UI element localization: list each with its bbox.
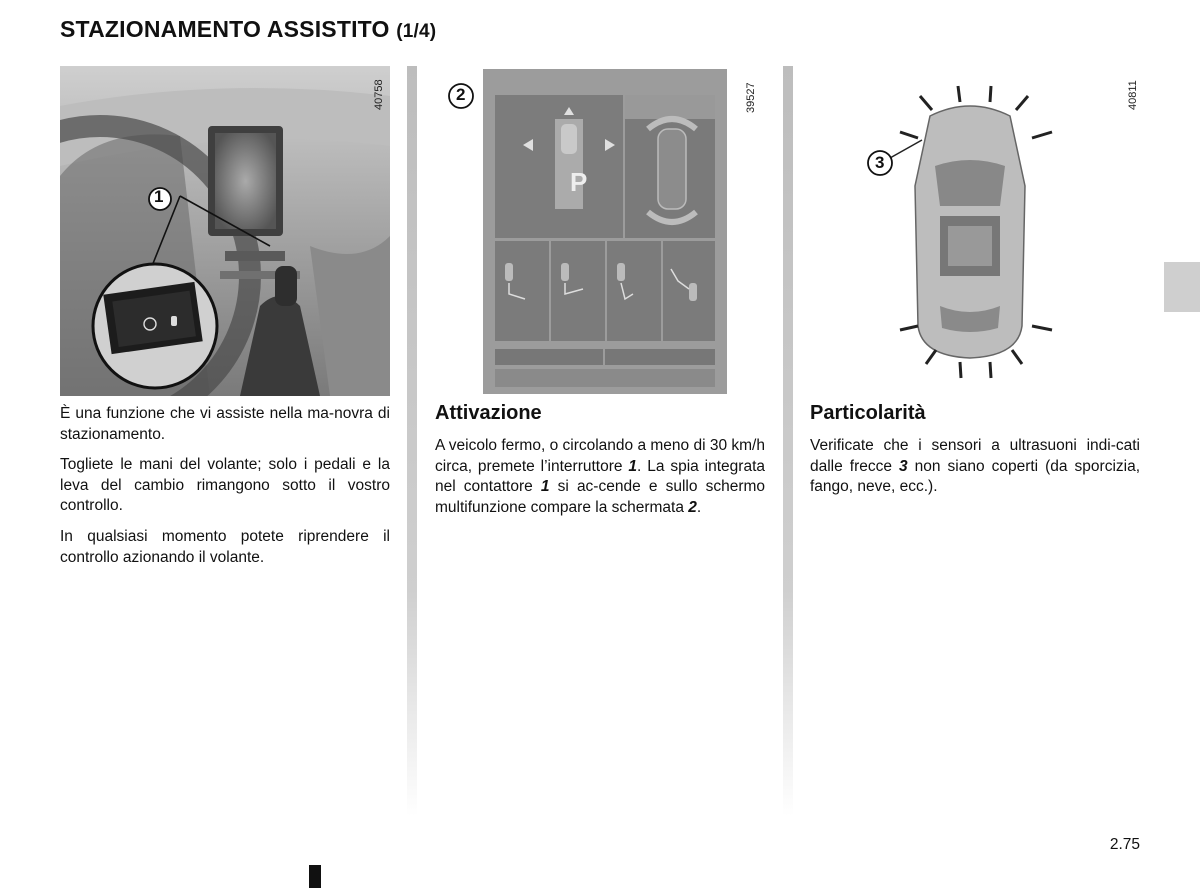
col2-ref-1: 1 <box>628 457 638 475</box>
screen-illustration <box>483 69 727 394</box>
column-divider-2 <box>783 66 793 816</box>
title-subtitle: (1/4) <box>396 21 437 42</box>
dashboard-illustration <box>60 66 390 396</box>
col3-text-a: Verificate che i sensori a ultrasuoni indi-cati dalle frecce <box>810 437 1140 475</box>
col2-paragraph <box>435 436 765 518</box>
section-heading-attivazione: Attivazione <box>435 402 542 424</box>
section-heading-particolarita: Particolarità <box>810 402 926 424</box>
col2-ref-2: 1 <box>540 478 550 495</box>
callout-3-label: 3 <box>875 153 885 172</box>
col2-text-a: A veicolo fermo, o circolando a meno di 30 km/h circa, premete l’interruttore <box>435 437 765 475</box>
figure-1-code: 40758 <box>373 79 385 110</box>
col1-paragraph-3: In qualsiasi momento potete riprendere il controllo azionando il volante. <box>60 528 390 566</box>
col3-paragraph <box>810 436 1140 498</box>
car-sensors-illustration <box>850 66 1090 396</box>
page-title <box>60 16 436 43</box>
figure-3-code: 40811 <box>1127 80 1139 110</box>
multifunction-screen <box>483 69 727 394</box>
print-marker <box>309 865 321 888</box>
figure-2-code: 39527 <box>745 82 757 113</box>
col2-text-b: . La spia integrata nel contattore <box>435 457 765 495</box>
col1-paragraph-1: È una funzione che vi assiste nella ma-novra di stazionamento. <box>60 405 390 443</box>
dashboard-photo <box>60 66 390 396</box>
car-top-view <box>850 66 1090 396</box>
callout-1-label: 1 <box>154 187 164 206</box>
section-thumb-tab <box>1164 262 1200 312</box>
col2-ref-3: 2 <box>688 498 697 516</box>
callout-2-label: 2 <box>456 85 466 104</box>
page-number: 2.75 <box>1109 836 1140 853</box>
col3-text-b: non siano coperti (da sporcizia, fango, neve, ecc.). <box>810 457 1141 495</box>
col1-paragraph-2: Togliete le mani del volante; solo i pedali e la leva del cambio rimangono sotto il vostro controllo. <box>60 456 390 514</box>
col2-text-c: si ac-cende e sullo schermo multifunzione compare la schermata <box>435 478 766 516</box>
col3-ref-3: 3 <box>899 457 908 475</box>
parking-letter: P <box>570 167 588 197</box>
title-text: STAZIONAMENTO ASSISTITO <box>60 16 390 42</box>
col2-text-d: . <box>696 498 702 516</box>
column-divider-1 <box>407 66 417 816</box>
